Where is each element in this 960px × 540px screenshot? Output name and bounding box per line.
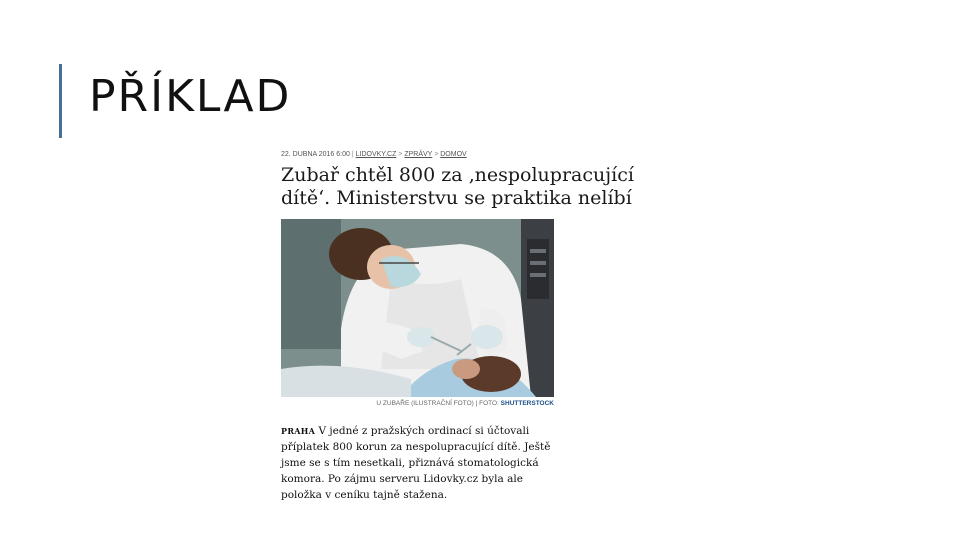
dentist-photo xyxy=(281,219,554,397)
article-screenshot xyxy=(281,151,641,503)
breadcrumb-zpravy[interactable]: ZPRÁVY xyxy=(404,151,433,158)
breadcrumb-lidovky[interactable]: LIDOVKY.CZ xyxy=(355,151,397,158)
article-date: 22. DUBNA 2016 6:00 xyxy=(281,151,350,158)
article-headline: Zubař chtěl 800 za ‚nespolupracující dítě‘. Ministerstvu se praktika nelíbí xyxy=(281,164,634,209)
slide-title: PŘÍKLAD xyxy=(89,71,292,122)
dateline-place: PRAHA xyxy=(281,426,316,436)
photo-caption: U ZUBAŘE (ILUSTRAČNÍ FOTO) | FOTO: SHUTTERSTOCK xyxy=(376,400,554,407)
article-perex xyxy=(281,423,551,503)
breadcrumb-domov[interactable]: DOMOV xyxy=(440,151,467,158)
photo-source: SHUTTERSTOCK xyxy=(500,400,554,407)
perex-text: V jedné z pražských ordinací si účtovali příplatek 800 korun za nespolupracující dítě. Ještě jsme se s tím nesetkali, přiznává stomatologická komora. Po zájmu serveru Lidovky.cz byla ale položka v ceníku tajně stažena. xyxy=(281,425,551,501)
title-accent-bar xyxy=(59,64,62,138)
article-meta: 22. DUBNA 2016 6:00 | LIDOVKY.CZ > ZPRÁVY > DOMOV xyxy=(281,151,467,158)
